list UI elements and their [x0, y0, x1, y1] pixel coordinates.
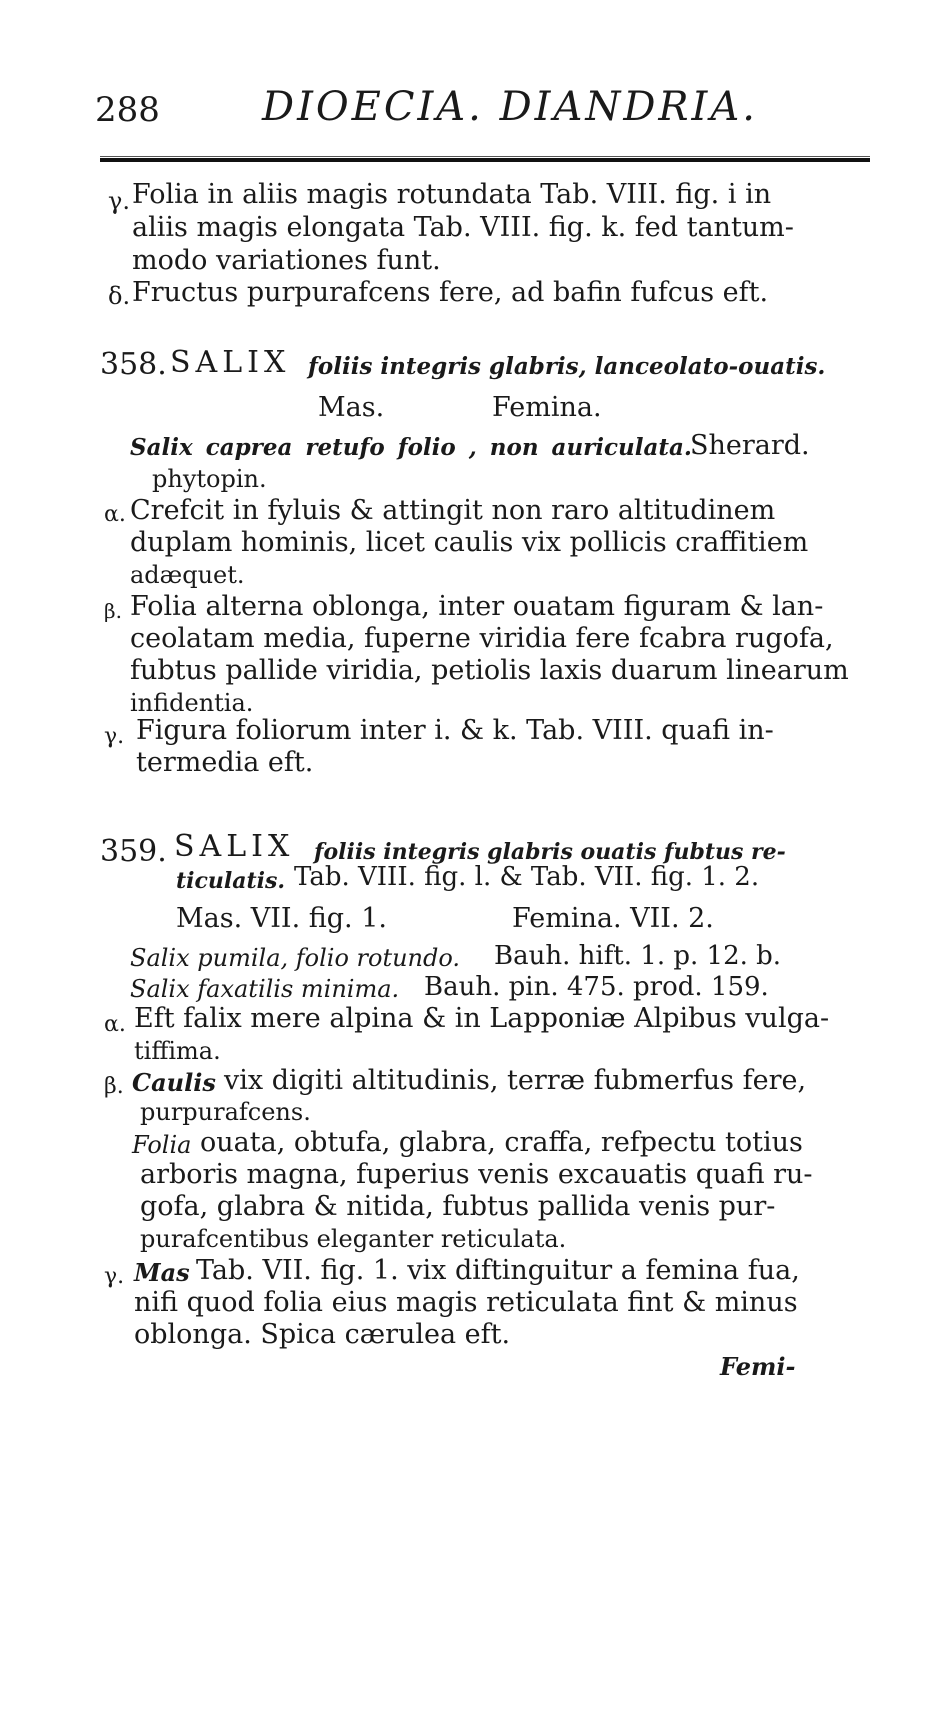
alpha-text-line: duplam hominis, licet caulis vix pollicis craffitiem [130, 527, 809, 558]
entry-diagnosis-cont: ticulatis. [176, 868, 286, 894]
beta-text-line: purpurafcens. [140, 1098, 311, 1126]
synonym-continuation: phytopin. [152, 465, 267, 493]
beta-text-line: infidentia. [130, 689, 254, 717]
beta-text-line: fubtus pallide viridia, petiolis laxis duarum linearum [130, 655, 849, 686]
gamma-text-line: oblonga. Spica cærulea eft. [134, 1319, 511, 1350]
gamma-marker: γ. [108, 187, 130, 215]
gamma-text-line: Folia in aliis magis rotundata Tab. VIII. fig. i in [132, 179, 772, 210]
gamma-marker: γ. [104, 724, 125, 749]
beta-marker: β. [104, 1074, 124, 1099]
alpha-text-line: tiffima. [134, 1037, 221, 1065]
entry-genus: SALIX [174, 829, 295, 864]
gamma-text-line: aliis magis elongata Tab. VIII. fig. k. fed tantum- [132, 212, 794, 243]
alpha-text-line: adæquet. [130, 561, 245, 589]
synonym-reference: Bauh. pin. 475. prod. 159. [424, 972, 769, 1002]
gamma-mas-label: Mas [134, 1258, 190, 1287]
alpha-marker: α. [104, 1012, 126, 1037]
sex-femina: Femina. VII. 2. [512, 903, 714, 934]
beta-caulis-label: Caulis [132, 1068, 216, 1097]
beta-text-line: arboris magna, fuperius venis excauatis quafi ru- [140, 1159, 813, 1190]
alpha-text-line: Eft falix mere alpina & in Lapponiæ Alpibus vulga- [134, 1003, 830, 1034]
entry-number: 359. [100, 834, 167, 869]
catchword: Femi- [720, 1352, 796, 1381]
gamma-text-line: termedia eft. [136, 747, 314, 778]
gamma-text-line: modo variationes funt. [132, 245, 441, 276]
beta-marker: β. [104, 599, 122, 623]
gamma-text-line: Tab. VII. fig. 1. vix diftinguitur a femina fua, [196, 1255, 800, 1286]
page-number: 288 [95, 90, 160, 130]
sex-mas: Mas. VII. fig. 1. [176, 903, 387, 934]
synonym-reference: Bauh. hift. 1. p. 12. b. [494, 941, 782, 971]
header-rule [100, 158, 870, 162]
sex-mas: Mas. [318, 392, 385, 423]
delta-marker: δ. [108, 282, 131, 310]
synonym-italic: Salix pumila, folio rotundo. [130, 944, 461, 972]
header-rule-thin [100, 156, 870, 157]
beta-text-line: gofa, glabra & nitida, fubtus pallida venis pur- [140, 1191, 776, 1222]
sex-femina: Femina. [492, 392, 602, 423]
beta-text-line: vix digiti altitudinis, terræ fubmerfus fere, [224, 1065, 807, 1096]
beta-folia-label: Folia [132, 1131, 192, 1159]
entry-genus: SALIX [170, 345, 291, 380]
beta-text-line: ceolatam media, fuperne viridia fere fcabra rugofa, [130, 623, 834, 654]
delta-text-line: Fructus purpurafcens fere, ad bafin fufcus eft. [132, 277, 769, 308]
alpha-marker: α. [104, 502, 126, 527]
synonym-italic: Salix faxatilis minima. [130, 975, 400, 1003]
entry-number: 358. [100, 347, 167, 382]
synonym-italic: Salix caprea retufo folio , non auriculata. [130, 434, 692, 461]
entry-diagnosis: foliis integris glabris ouatis fubtus re- [314, 839, 786, 865]
beta-text-line: purafcentibus eleganter reticulata. [140, 1225, 567, 1253]
gamma-text-line: nifi quod folia eius magis reticulata fint & minus [134, 1287, 798, 1318]
alpha-text-line: Crefcit in fyluis & attingit non raro altitudinem [130, 495, 776, 526]
beta-text-line: Folia alterna oblonga, inter ouatam figuram & lan- [130, 591, 824, 622]
entry-figure-reference: Tab. VIII. fig. l. & Tab. VII. fig. 1. 2. [294, 862, 760, 892]
gamma-marker: γ. [104, 1264, 125, 1289]
beta-text-line: ouata, obtufa, glabra, craffa, refpectu totius [200, 1127, 803, 1158]
gamma-text-line: Figura foliorum inter i. & k. Tab. VIII. quafi in- [136, 715, 774, 746]
running-title: DIOECIA. DIANDRIA. [262, 84, 758, 130]
synonym-author: Sherard. [690, 430, 810, 461]
entry-diagnosis: foliis integris glabris, lanceolato-ouatis. [308, 353, 826, 380]
